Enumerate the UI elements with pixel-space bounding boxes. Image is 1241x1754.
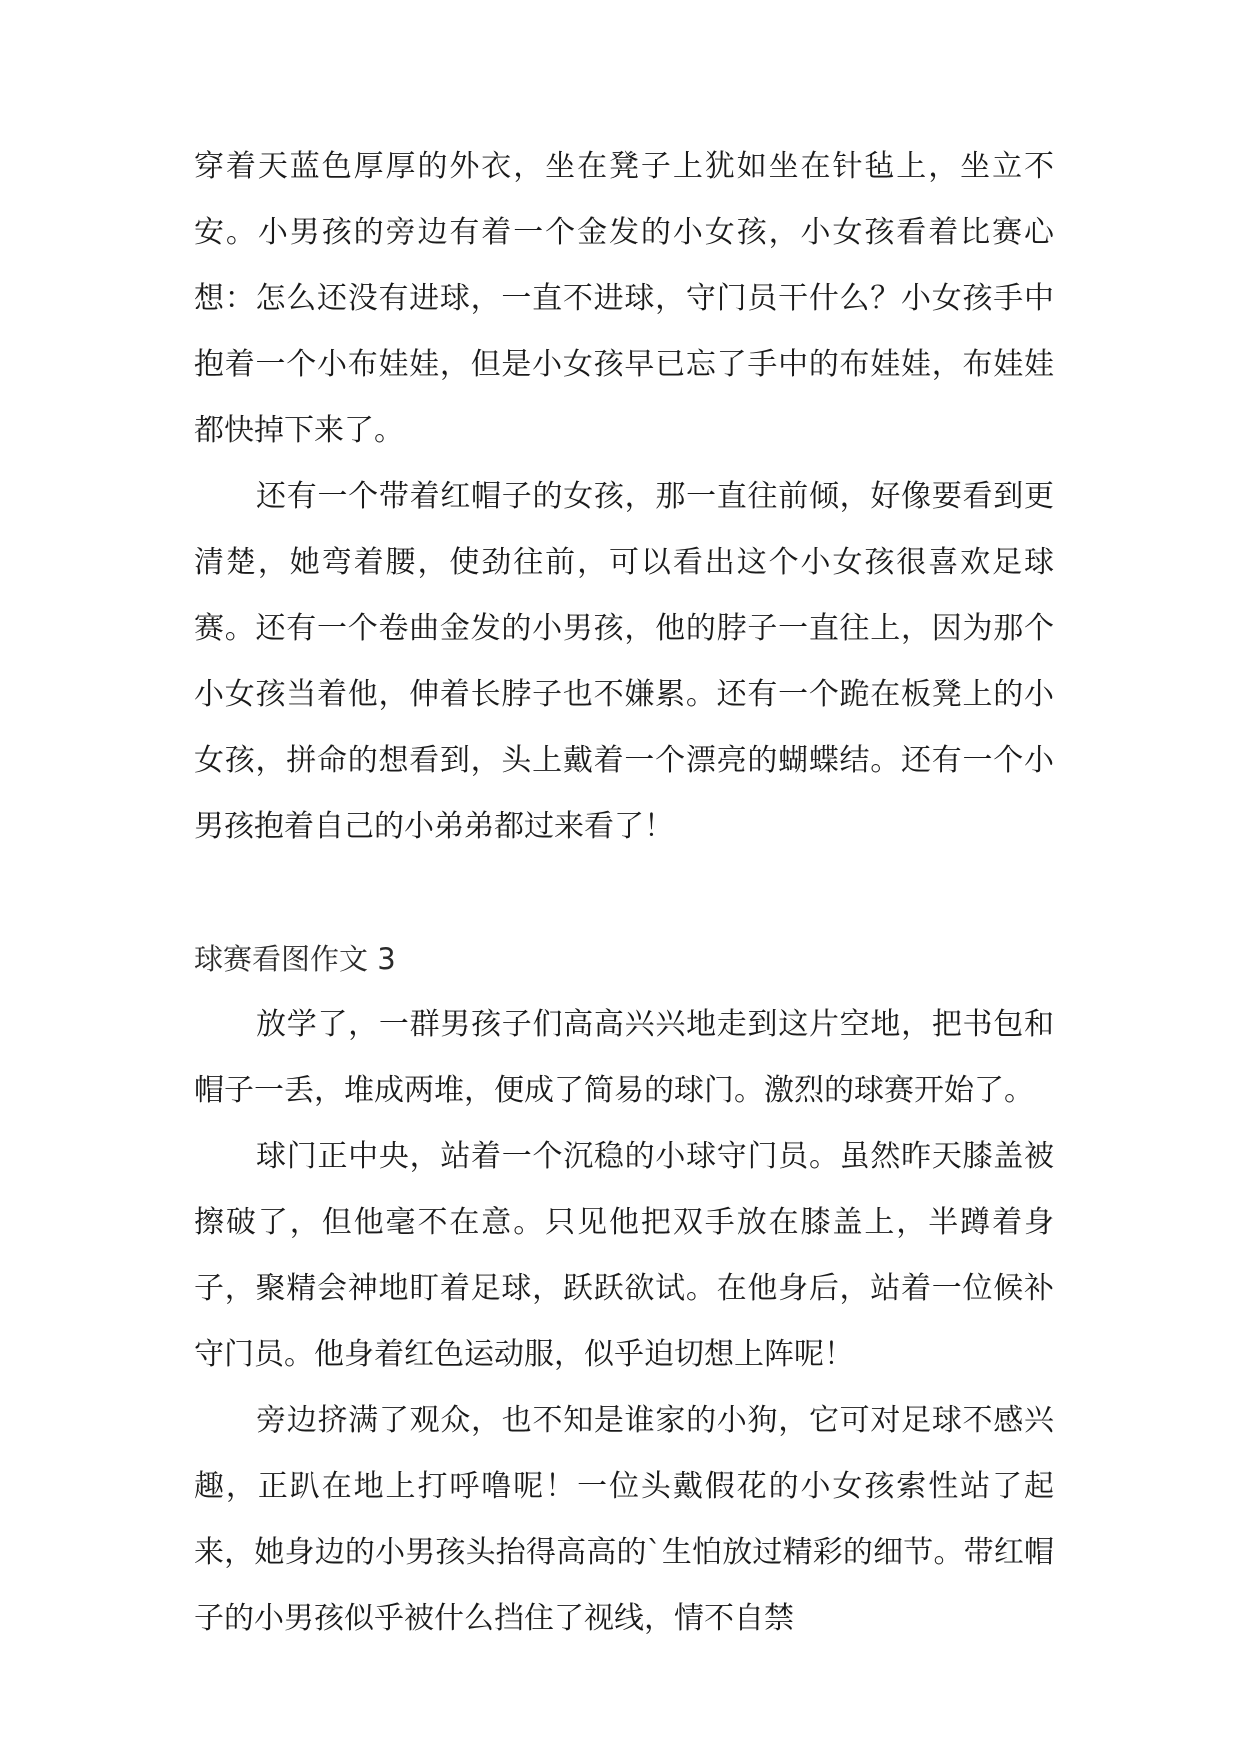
section-title: 球赛看图作文 3: [194, 942, 396, 976]
paragraph-intro: 放学了，一群男孩子们高高兴兴地走到这片空地，把书包和帽子一丢，堆成两堆，便成了简易的球门。激烈的球赛开始了。: [194, 1007, 1054, 1108]
paragraph-spectators: 还有一个带着红帽子的女孩，那一直往前倾，好像要看到更清楚，她弯着腰，使劲往前，可以看出这个小女孩很喜欢足球赛。还有一个卷曲金发的小男孩，他的脖子一直往上，因为那个小女孩当着他，伸着长脖子也不嫌累。还有一个跪在板凳上的小女孩，拼命的想看到，头上戴着一个漂亮的蝴蝶结。还有一个小男孩抱着自己的小弟弟都过来看了！: [194, 479, 1054, 844]
paragraph-continued: 穿着天蓝色厚厚的外衣，坐在凳子上犹如坐在针毡上，坐立不安。小男孩的旁边有着一个金发的小女孩，小女孩看着比赛心想：怎么还没有进球，一直不进球，守门员干什么？小女孩手中抱着一个小布娃娃，但是小女孩早已忘了手中的布娃娃，布娃娃都快掉下来了。: [194, 149, 1054, 448]
paragraph-audience: 旁边挤满了观众，也不知是谁家的小狗，它可对足球不感兴趣，正趴在地上打呼噜呢！一位头戴假花的小女孩索性站了起来，她身边的小男孩头抬得高高的`生怕放过精彩的细节。带红帽子的小男孩似乎被什么挡住了视线，情不自禁: [194, 1403, 1054, 1636]
paragraph-goalkeeper: 球门正中央，站着一个沉稳的小球守门员。虽然昨天膝盖被擦破了，但他毫不在意。只见他把双手放在膝盖上，半蹲着身子，聚精会神地盯着足球，跃跃欲试。在他身后，站着一位候补守门员。他身着红色运动服，似乎迫切想上阵呢！: [194, 1139, 1054, 1372]
document-page: [194, 134, 1054, 1652]
section-spacer: [194, 860, 1054, 926]
